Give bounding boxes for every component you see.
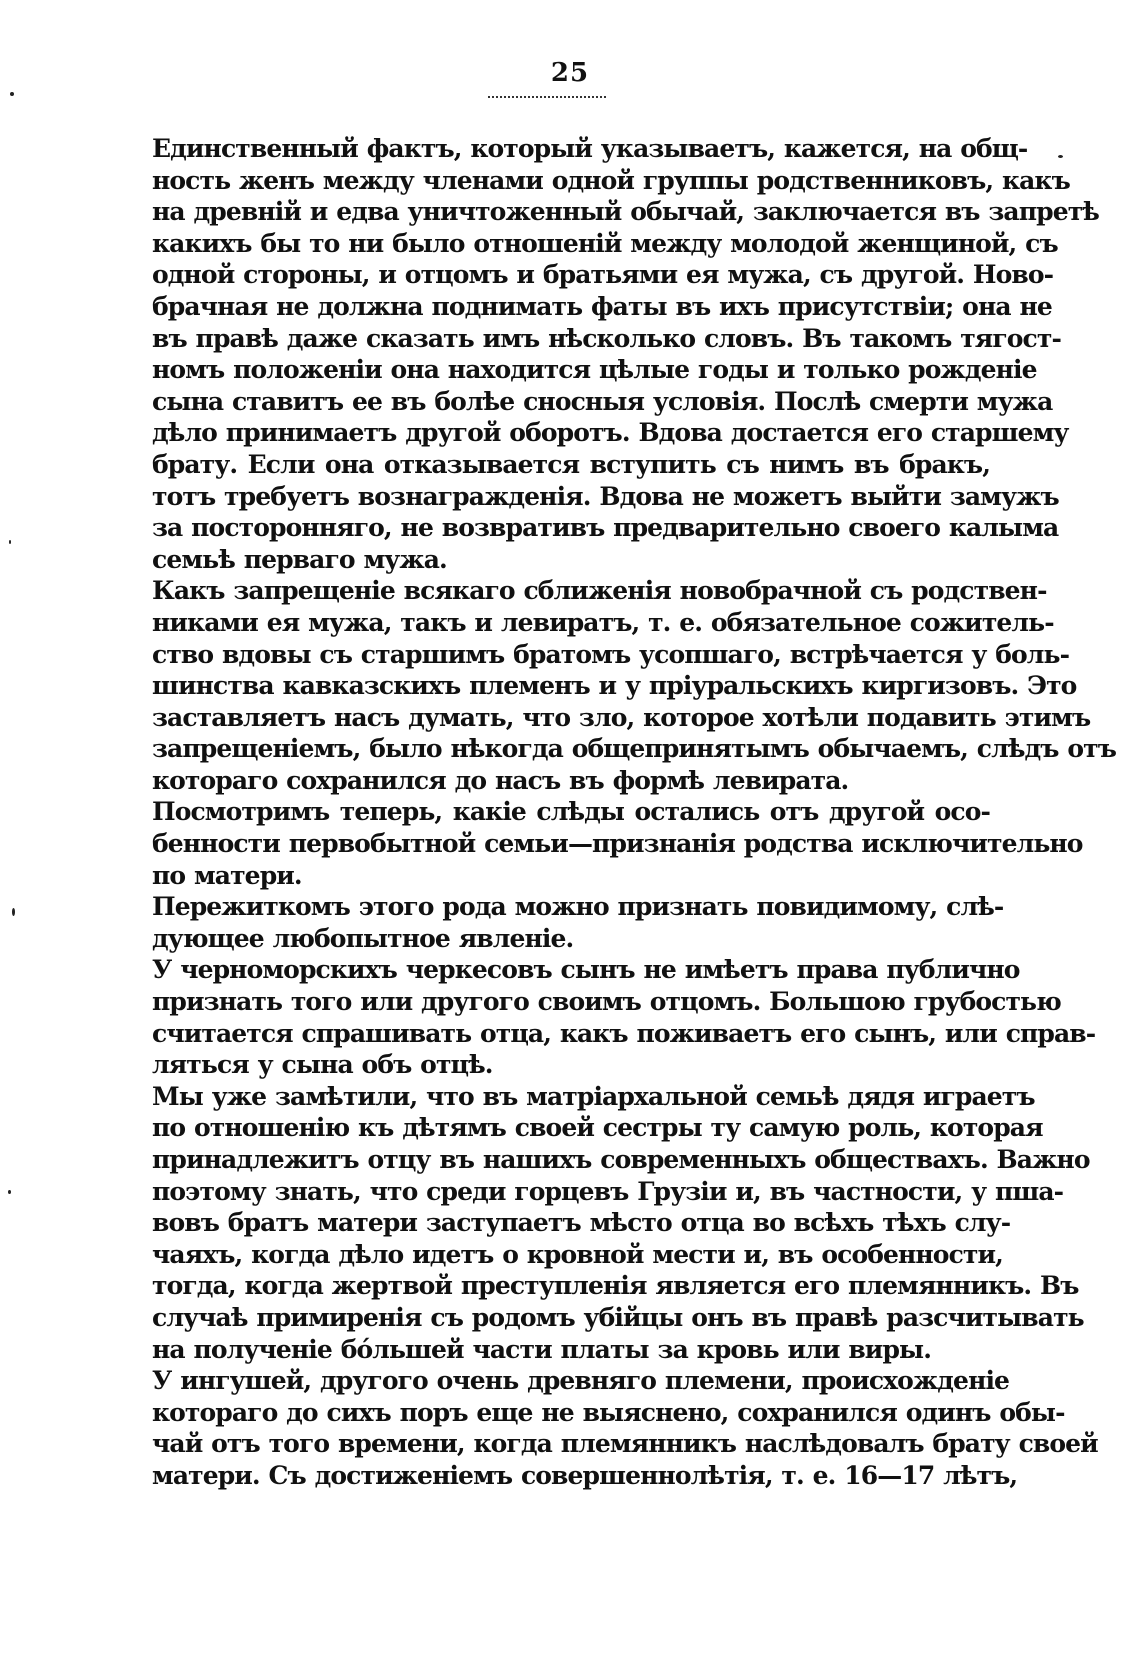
text-line: поэтому знать, что среди горцевъ Грузіи и, въ частности, у пша-: [152, 1176, 1064, 1206]
text-line: тотъ требуетъ вознагражденія. Вдова не можетъ выйти замужъ: [152, 481, 1059, 511]
margin-speck: [12, 908, 15, 916]
text-line: У черноморскихъ черкесовъ сынъ не имѣетъ права публично: [152, 955, 1020, 985]
margin-speck: [1058, 155, 1063, 158]
text-line: котораго до сихъ поръ еще не выяснено, сохранился одинъ обы-: [152, 1397, 1065, 1427]
text-line: признать того или другого своимъ отцомъ. Большою грубостью: [152, 987, 1061, 1017]
text-line: бенности первобытной семьи—признанія родства исключительно: [152, 829, 1083, 859]
text-line: У ингушей, другого очень древняго племени, происхожденіе: [152, 1366, 1010, 1396]
text-line: на полученіе бóльшей части платы за кровь или виры.: [152, 1334, 931, 1364]
text-line: Посмотримъ теперь, какіе слѣды остались отъ другой осо-: [152, 797, 990, 827]
text-line: брату. Если она отказывается вступить съ нимъ въ бракъ,: [152, 449, 990, 479]
text-line: на древній и едва уничтоженный обычай, заключается въ запретѣ: [152, 197, 1099, 227]
text-line: заставляетъ насъ думать, что зло, которое хотѣли подавить этимъ: [152, 702, 1091, 732]
text-line: никами ея мужа, такъ и левиратъ, т. е. обязательное сожитель-: [152, 607, 1054, 637]
text-line: дѣло принимаетъ другой оборотъ. Вдова достается его старшему: [152, 418, 1069, 448]
paragraph: [152, 796, 1083, 891]
text-line: брачная не должна поднимать фаты въ ихъ присутствіи; она не: [152, 291, 1052, 321]
text-line: котораго сохранился до насъ въ формѣ левирата.: [152, 765, 849, 795]
text-line: какихъ бы то ни было отношеній между молодой женщиной, съ: [152, 228, 1058, 258]
text-line: ство вдовы съ старшимъ братомъ усопшаго, встрѣчается у боль-: [152, 639, 1070, 669]
text-line: сына ставитъ ее въ болѣе сносныя условія. Послѣ смерти мужа: [152, 386, 1053, 416]
body-text: [152, 133, 1116, 1492]
page-number: 25: [550, 58, 590, 88]
text-line: тогда, когда жертвой преступленія является его племянникъ. Въ: [152, 1271, 1079, 1301]
margin-speck: [8, 1190, 11, 1194]
text-line: матери. Съ достиженіемъ совершеннолѣтія, т. е. 16—17 лѣтъ,: [152, 1460, 1018, 1490]
text-line: чай отъ того времени, когда племянникъ наслѣдовалъ брату своей: [152, 1429, 1098, 1459]
text-line: по отношенію къ дѣтямъ своей сестры ту самую роль, которая: [152, 1113, 1043, 1143]
text-line: запрещеніемъ, было нѣкогда общепринятымъ обычаемъ, слѣдъ отъ: [152, 734, 1116, 764]
text-line: дующее любопытное явленіе.: [152, 923, 574, 953]
text-line: Мы уже замѣтили, что въ матріархальной семьѣ дядя играетъ: [152, 1081, 1035, 1111]
text-line: ляться у сына объ отцѣ.: [152, 1050, 493, 1080]
text-line: по матери.: [152, 860, 302, 890]
paragraph: [152, 1081, 1090, 1365]
paragraph: [152, 575, 1116, 796]
margin-speck: [10, 92, 14, 96]
text-line: принадлежитъ отцу въ нашихъ современныхъ обществахъ. Важно: [152, 1145, 1090, 1174]
text-line: семьѣ перваго мужа.: [152, 544, 447, 574]
text-line: чаяхъ, когда дѣло идетъ о кровной мести и, въ особенности,: [152, 1239, 1003, 1269]
text-line: случаѣ примиренія съ родомъ убійцы онъ въ правѣ разсчитывать: [152, 1302, 1084, 1332]
text-line: одной стороны, и отцомъ и братьями ея мужа, съ другой. Ново-: [152, 260, 1054, 290]
text-line: ность женъ между членами одной группы родственниковъ, какъ: [152, 165, 1070, 195]
text-line: Какъ запрещеніе всякаго сближенія новобрачной съ родствен-: [152, 576, 1047, 606]
paragraph: [152, 954, 1096, 1080]
text-line: за посторонняго, не возвративъ предварительно своего калыма: [152, 513, 1059, 543]
page-number-underline: [488, 96, 606, 98]
text-line: въ правѣ даже сказать имъ нѣсколько словъ. Въ такомъ тягост-: [152, 323, 1061, 353]
text-line: считается спрашивать отца, какъ поживаетъ его сынъ, или справ-: [152, 1018, 1096, 1048]
text-line: номъ положеніи она находится цѣлые годы и только рожденіе: [152, 355, 1037, 385]
text-line: Пережиткомъ этого рода можно признать повидимому, слѣ-: [152, 892, 1004, 922]
paragraph: [152, 891, 1004, 954]
paragraph: [152, 1365, 1098, 1491]
paragraph: [152, 133, 1099, 575]
text-line: вовъ братъ матери заступаетъ мѣсто отца во всѣхъ тѣхъ слу-: [152, 1208, 1011, 1238]
text-line: шинства кавказскихъ племенъ и у пріуральскихъ киргизовъ. Это: [152, 671, 1077, 701]
margin-speck: [9, 540, 11, 544]
text-line: Единственный фактъ, который указываетъ, кажется, на общ-: [152, 134, 1028, 163]
